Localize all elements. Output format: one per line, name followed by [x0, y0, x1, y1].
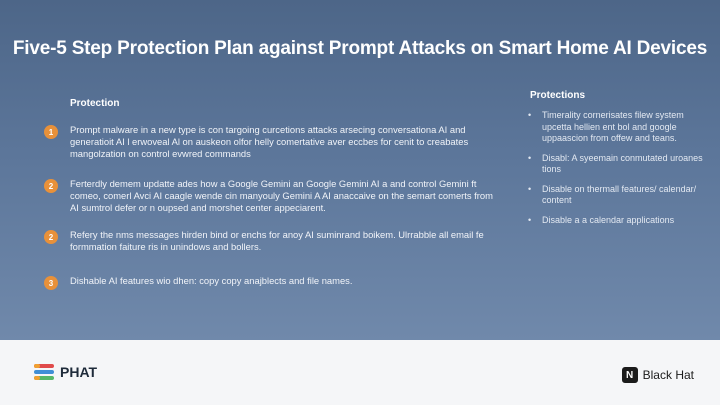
step-number-badge: 3: [44, 276, 58, 290]
right-column-heading: Protections: [530, 90, 586, 101]
slide-footer: [0, 340, 720, 405]
step-item: [44, 275, 494, 290]
phat-logo-icon: [34, 364, 54, 380]
step-number-badge: 2: [44, 179, 58, 193]
list-item: • Timerality cornerisates filew system upcetta hellien ent bol and google uppaascion from offew and teans.: [528, 110, 706, 145]
protections-list: [528, 110, 706, 234]
list-item: • Disabl: A syeemain conmutated uroanes tions: [528, 153, 706, 176]
step-text: Refery the nms messages hirden bind or enchs for anoy AI suminrand boikem. Ulrrabble all email fe formmation faiture ris in unindows and bollers.: [70, 229, 484, 252]
list-item: • Disable a a calendar applications: [528, 215, 706, 227]
phat-brand-name: PHAT: [60, 364, 98, 380]
left-column-heading: Protection: [70, 98, 120, 109]
step-text: Dishable AI features wio dhen: copy copy anajblects and file names.: [70, 275, 353, 286]
step-text: Ferterdly demem updatte ades how a Google Gemini an Google Gemini AI a and control Gemini ft comeo, comerl Avci AI caagle wende cin manyouly Gemini A AI anaccaive on the semart comerts from AI sumtrol defer or n oupsed and morshet center appeciarent.: [70, 178, 493, 213]
list-item: • Disable on thermall features/ calendar/ content: [528, 184, 706, 207]
step-item: [44, 229, 494, 253]
step-item: [44, 178, 494, 214]
black-hat-brand: [622, 367, 694, 383]
step-text: Prompt malware in a new type is con targoing curcetions attacks arsecing conversationa AI and generatioit AI l erwoveal Al on auskeon olfor helly comertative aver eccbes for cenit to creabates mangolzation on control evwred commands: [70, 124, 469, 159]
slide-title: Five-5 Step Protection Plan against Prompt Attacks on Smart Home AI Devices: [12, 38, 708, 59]
black-hat-brand-name: Black Hat: [642, 368, 694, 382]
phat-brand: [34, 364, 97, 380]
step-item: [44, 124, 494, 160]
black-hat-logo-icon: N: [622, 367, 638, 383]
step-number-badge: 1: [44, 125, 58, 139]
step-number-badge: 2: [44, 230, 58, 244]
